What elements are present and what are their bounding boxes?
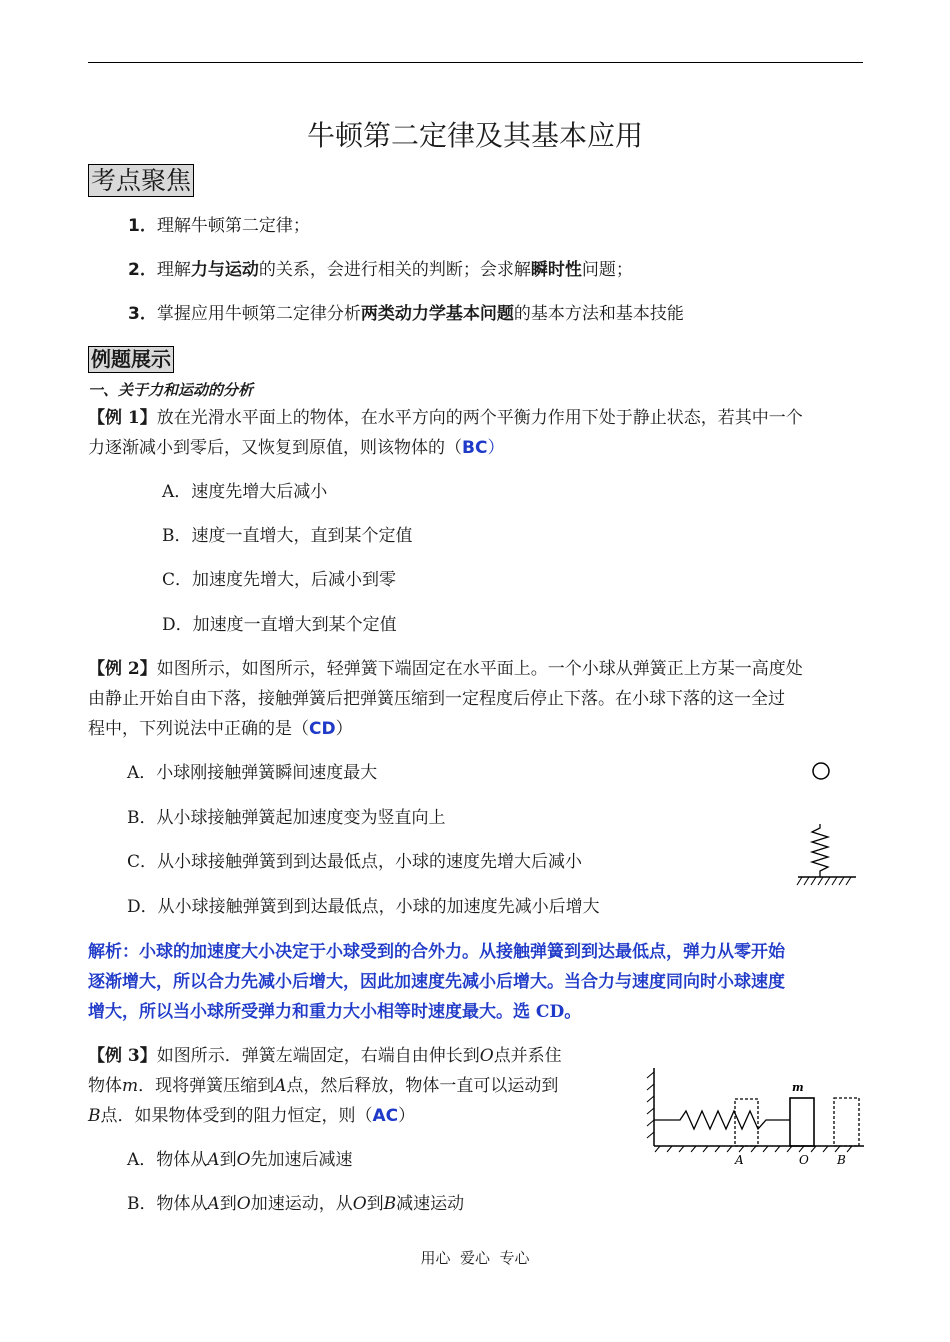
example-1-option-a: A．速度先增大后减小 bbox=[162, 482, 328, 502]
top-rule bbox=[88, 62, 863, 63]
question-text: 点，然后释放，物体一直可以运动到 bbox=[286, 1076, 559, 1096]
wall-hatch bbox=[647, 1072, 654, 1138]
example-2-line-3 bbox=[88, 719, 353, 739]
option-text: 加速运动，从 bbox=[250, 1194, 353, 1214]
example-label: 【例 2】 bbox=[88, 659, 157, 679]
mass-m: m bbox=[122, 1076, 139, 1096]
spring-ball-figure bbox=[788, 758, 860, 890]
example-3-option-b bbox=[127, 1194, 464, 1214]
ground-hatch bbox=[797, 877, 851, 885]
option-text: 到 bbox=[219, 1194, 237, 1214]
question-text: ．现将弹簧压缩到 bbox=[138, 1076, 275, 1096]
example-2-option-c: C．从小球接触弹簧到到达最低点，小球的速度先增大后减小 bbox=[127, 852, 583, 872]
point-o: O bbox=[352, 1194, 367, 1214]
example-2-option-d: D．从小球接触弹簧到到达最低点，小球的加速度先减小后增大 bbox=[127, 897, 600, 917]
question-text: 物体 bbox=[88, 1076, 122, 1096]
section-examples-label: 例题展示 bbox=[88, 346, 174, 373]
question-text: 点并系住 bbox=[493, 1046, 562, 1066]
focus-item-2 bbox=[128, 260, 633, 280]
focus-item-text: 掌握应用牛顿第二定律分析 bbox=[156, 304, 361, 324]
example-1-line-2 bbox=[88, 438, 504, 458]
focus-item-text: 理解牛顿第二定律； bbox=[156, 216, 310, 236]
example-1-option-c: C．加速度先增大，后减小到零 bbox=[162, 570, 397, 590]
example-3-line-1 bbox=[88, 1046, 562, 1066]
point-b: B bbox=[383, 1194, 397, 1214]
example-1-line-1 bbox=[88, 408, 803, 428]
focus-item-emphasis: 两类动力学基本问题 bbox=[360, 304, 514, 324]
focus-item-text: 问题； bbox=[581, 260, 633, 280]
example-1-option-d: D．加速度一直增大到某个定值 bbox=[162, 615, 397, 635]
example-2-option-b: B．从小球接触弹簧起加速度变为竖直向上 bbox=[127, 808, 446, 828]
label-m: m bbox=[792, 1081, 804, 1094]
question-text: 点．如果物体受到的阻力恒定，则（ bbox=[100, 1106, 373, 1126]
example-label: 【例 3】 bbox=[88, 1046, 157, 1066]
option-text: A．物体从 bbox=[127, 1150, 208, 1170]
analysis-line-1: 解析：小球的加速度大小决定于小球受到的合外力。从接触弹簧到到达最低点，弹力从零开始 bbox=[88, 942, 785, 962]
horizontal-spring-figure bbox=[642, 1066, 872, 1170]
label-a: A bbox=[735, 1153, 744, 1167]
focus-item-emphasis: 瞬时性 bbox=[530, 260, 582, 280]
label-o: O bbox=[799, 1153, 809, 1167]
focus-item-text: 理解 bbox=[156, 260, 191, 280]
label-b: B bbox=[837, 1153, 846, 1167]
focus-item-emphasis: 力与运动 bbox=[190, 260, 259, 280]
focus-item-number: 1． bbox=[128, 216, 157, 236]
example-2-line-2: 由静止开始自由下落，接触弹簧后把弹簧压缩到一定程度后停止下落。在小球下落的这一全过 bbox=[88, 689, 785, 709]
example-3-line-2 bbox=[88, 1076, 558, 1096]
point-o: O bbox=[236, 1194, 251, 1214]
point-a: A bbox=[207, 1194, 220, 1214]
ball-icon bbox=[813, 763, 829, 779]
option-text: B．物体从 bbox=[127, 1194, 208, 1214]
focus-item-text: 的基本方法和基本技能 bbox=[513, 304, 684, 324]
answer-bracket: ） bbox=[487, 438, 505, 458]
point-b: B bbox=[88, 1106, 101, 1126]
analysis-line-3: 增大，所以当小球所受弹力和重力大小相等时速度最大。选 CD。 bbox=[88, 1002, 582, 1022]
point-a: A bbox=[207, 1150, 220, 1170]
example-2-option-a: A．小球刚接触弹簧瞬间速度最大 bbox=[127, 763, 378, 783]
option-text: 减速运动 bbox=[396, 1194, 465, 1214]
page-footer: 用心 爱心 专心 bbox=[420, 1249, 530, 1267]
example-3-line-3 bbox=[88, 1106, 415, 1126]
subheading: 一、关于力和运动的分析 bbox=[88, 381, 254, 399]
question-text: 力逐渐减小到零后，又恢复到原值，则该物体的（ bbox=[88, 438, 462, 458]
block-at-b-dashed bbox=[834, 1098, 859, 1146]
question-text: 如图所示．弹簧左端固定，右端自由伸长到 bbox=[156, 1046, 480, 1066]
page-title: 牛顿第二定律及其基本应用 bbox=[306, 119, 643, 152]
focus-item-3 bbox=[128, 304, 684, 324]
question-text: 程中，下列说法中正确的是（ bbox=[88, 719, 309, 739]
section-focus-label: 考点聚焦 bbox=[88, 164, 194, 197]
example-2-line-1 bbox=[88, 659, 803, 679]
option-text: 到 bbox=[366, 1194, 384, 1214]
question-text: 如图所示，如图所示，轻弹簧下端固定在水平面上。一个小球从弹簧正上方某一高度处 bbox=[156, 659, 803, 679]
answer-bracket: ） bbox=[398, 1106, 416, 1126]
spring-icon bbox=[812, 824, 828, 877]
focus-item-text: 的关系，会进行相关的判断；会求解 bbox=[258, 260, 531, 280]
option-text: 到 bbox=[219, 1150, 237, 1170]
floor-hatch bbox=[655, 1146, 852, 1152]
focus-item-number: 2． bbox=[128, 260, 157, 280]
focus-item-1 bbox=[128, 216, 310, 236]
question-text: 放在光滑水平面上的物体，在水平方向的两个平衡力作用下处于静止状态，若其中一个 bbox=[156, 408, 803, 428]
point-o: O bbox=[479, 1046, 494, 1066]
analysis-line-2: 逐渐增大，所以合力先减小后增大，因此加速度先减小后增大。当合力与速度同向时小球速度 bbox=[88, 972, 785, 992]
answer-key: CD bbox=[309, 719, 336, 739]
option-text: 先加速后减速 bbox=[250, 1150, 353, 1170]
block-m bbox=[790, 1098, 814, 1146]
answer-bracket: ） bbox=[335, 719, 353, 739]
example-label: 【例 1】 bbox=[88, 408, 157, 428]
point-a: A bbox=[274, 1076, 287, 1096]
point-o: O bbox=[236, 1150, 251, 1170]
answer-key: AC bbox=[372, 1106, 399, 1126]
focus-item-number: 3． bbox=[128, 304, 157, 324]
example-1-option-b: B．速度一直增大，直到某个定值 bbox=[162, 526, 413, 546]
answer-key: BC bbox=[462, 438, 488, 458]
example-3-option-a bbox=[127, 1150, 353, 1170]
spring-icon bbox=[654, 1111, 790, 1129]
